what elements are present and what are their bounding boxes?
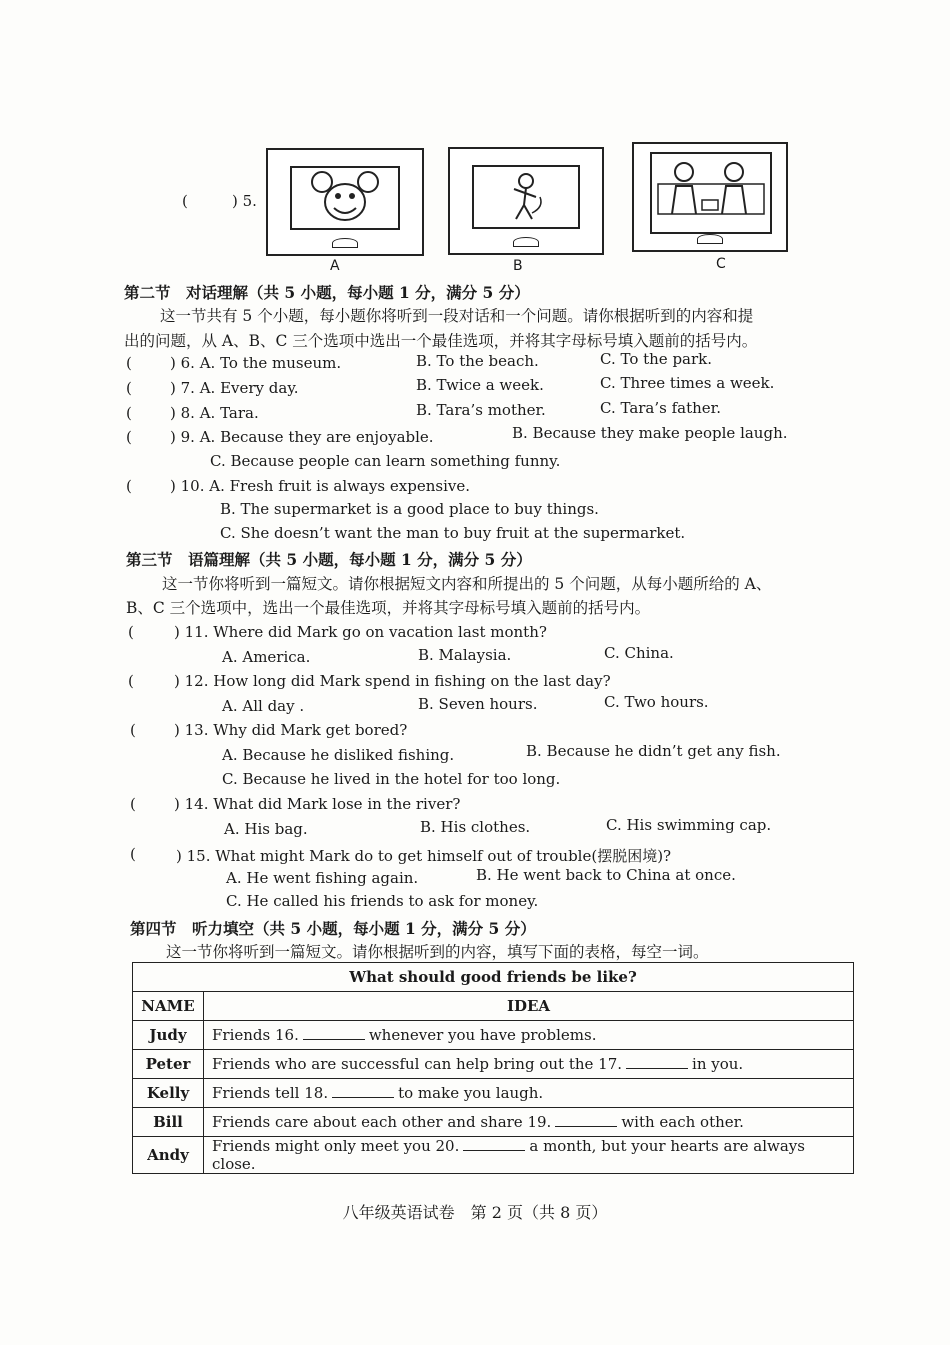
q12-question: ) 12. How long did Mark spend in fishing on the last day? [174,672,611,690]
idea-text-before: Friends care about each other and share 19. [212,1113,552,1131]
section2-title: 第二节 对话理解（共 5 小题，每小题 1 分，满分 5 分） [124,283,530,302]
answer-blank-17[interactable] [626,1056,688,1069]
q15-paren: ( [130,845,136,863]
q6-option-a: ) 6. A. To the museum. [170,354,342,372]
q15-question: ) 15. What might Mark do to get himself out of trouble(摆脱困境)? [176,847,672,865]
section3-intro-line1: 这一节你将听到一篇短文。请你根据短文内容和所提出的 5 个问题，从每小题所给的 A、 [162,575,772,593]
q9-paren: ( [126,428,132,446]
section4-intro: 这一节你将听到一篇短文。请你根据听到的内容，填写下面的表格，每空一词。 [166,943,709,961]
row-idea [204,1021,854,1050]
q11-option-a: A. America. [222,648,311,666]
q14-option-a: A. His bag. [224,820,308,838]
q6-option-b: B. To the beach. [416,352,539,370]
q13-paren: ( [130,721,136,739]
table-row [133,1137,854,1174]
tv-picture-a [266,148,424,256]
q7-paren: ( [126,379,132,397]
idea-text-after: whenever you have problems. [368,1026,597,1044]
q15-option-a: A. He went fishing again. [226,869,419,887]
q13-option-c: C. Because he lived in the hotel for too long. [222,770,561,788]
row-idea [204,1079,854,1108]
row-idea [204,1108,854,1137]
answer-blank-16[interactable] [303,1027,365,1040]
q13-option-a: A. Because he disliked fishing. [222,746,455,764]
row-idea [204,1050,854,1079]
q7-option-a: ) 7. A. Every day. [170,379,299,397]
q13-option-b: B. Because he didn’t get any fish. [526,742,781,760]
section2-intro-line2: 出的问题，从 A、B、C 三个选项中选出一个最佳选项，并将其字母标号填入题前的括号内。 [124,332,758,350]
idea-text-before: Friends who are successful can help bring out the 17. [212,1055,623,1073]
tv-screen [290,166,400,230]
q15-option-b: B. He went back to China at once. [476,866,736,884]
answer-blank-19[interactable] [555,1114,617,1127]
table-caption: What should good friends be like? [133,963,854,992]
q10-option-a: ) 10. A. Fresh fruit is always expensive. [170,477,470,495]
tv-picture-b [448,147,604,255]
q10-option-b: B. The supermarket is a good place to buy things. [220,500,599,518]
q12-option-c: C. Two hours. [604,693,709,711]
q8-paren: ( [126,404,132,422]
idea-text-before: Friends tell 18. [212,1084,329,1102]
friends-table [132,962,854,1174]
q11-question: ) 11. Where did Mark go on vacation last month? [174,623,547,641]
q6-paren: ( [126,354,132,372]
label-a: A [330,258,340,274]
row-name: Andy [133,1137,204,1174]
q15-option-c: C. He called his friends to ask for money. [226,892,539,910]
page-footer: 八年级英语试卷 第 2 页（共 8 页） [342,1203,608,1222]
row-name: Kelly [133,1079,204,1108]
section4-title: 第四节 听力填空（共 5 小题，每小题 1 分，满分 5 分） [130,919,536,938]
cartoon-monkey-icon [474,167,578,227]
tv-screen [472,165,580,229]
idea-text-after: with each other. [621,1113,744,1131]
idea-text-before: Friends 16. [212,1026,299,1044]
section3-intro-line2: B、C 三个选项中，选出一个最佳选项，并将其字母标号填入题前的括号内。 [126,599,651,617]
table-row [133,1079,854,1108]
q8-option-a: ) 8. A. Tara. [170,404,259,422]
tv-stand [332,238,358,248]
column-header-name: NAME [133,992,204,1021]
two-people-watching-icon [652,154,770,232]
column-header-idea: IDEA [204,992,854,1021]
q9-option-c: C. Because people can learn something funny. [210,452,561,470]
answer-paren-5: ( [182,192,188,210]
q9-option-a: ) 9. A. Because they are enjoyable. [170,428,434,446]
q12-paren: ( [128,672,134,690]
q9-option-b: B. Because they make people laugh. [512,424,788,442]
tv-stand [513,237,539,247]
question-number-5: ) 5. [232,192,257,210]
label-c: C [716,256,726,272]
q10-paren: ( [126,477,132,495]
table-row [133,1050,854,1079]
idea-text-before: Friends might only meet you 20. [212,1137,460,1155]
q11-option-b: B. Malaysia. [418,646,512,664]
cartoon-mouse-icon [292,168,398,228]
table-row [133,1021,854,1050]
answer-blank-20[interactable] [463,1138,525,1151]
q12-option-b: B. Seven hours. [418,695,538,713]
q11-option-c: C. China. [604,644,674,662]
q10-option-c: C. She doesn’t want the man to buy fruit at the supermarket. [220,524,686,542]
tv-screen [650,152,772,234]
q14-option-c: C. His swimming cap. [606,816,772,834]
idea-text-after: a month, but your hearts are always close. [212,1137,805,1173]
q8-option-b: B. Tara’s mother. [416,401,546,419]
row-name: Bill [133,1108,204,1137]
row-name: Peter [133,1050,204,1079]
table-caption-row [133,963,854,992]
q12-option-a: A. All day . [222,697,305,715]
q14-question: ) 14. What did Mark lose in the river? [174,795,461,813]
q7-option-b: B. Twice a week. [416,376,544,394]
row-idea [204,1137,854,1174]
table-header-row [133,992,854,1021]
tv-picture-c [632,142,788,252]
q7-option-c: C. Three times a week. [600,374,775,392]
idea-text-after: in you. [692,1055,744,1073]
q14-option-b: B. His clothes. [420,818,531,836]
row-name: Judy [133,1021,204,1050]
q8-option-c: C. Tara’s father. [600,399,721,417]
idea-text-after: to make you laugh. [398,1084,544,1102]
table-row [133,1108,854,1137]
q13-question: ) 13. Why did Mark get bored? [174,721,408,739]
q14-paren: ( [130,795,136,813]
label-b: B [513,258,523,274]
q6-option-c: C. To the park. [600,350,713,368]
tv-stand [697,234,723,244]
answer-blank-18[interactable] [332,1085,394,1098]
q11-paren: ( [128,623,134,641]
section3-title: 第三节 语篇理解（共 5 小题，每小题 1 分，满分 5 分） [126,550,532,569]
section2-intro-line1: 这一节共有 5 个小题，每小题你将听到一段对话和一个问题。请你根据听到的内容和提 [160,307,754,325]
